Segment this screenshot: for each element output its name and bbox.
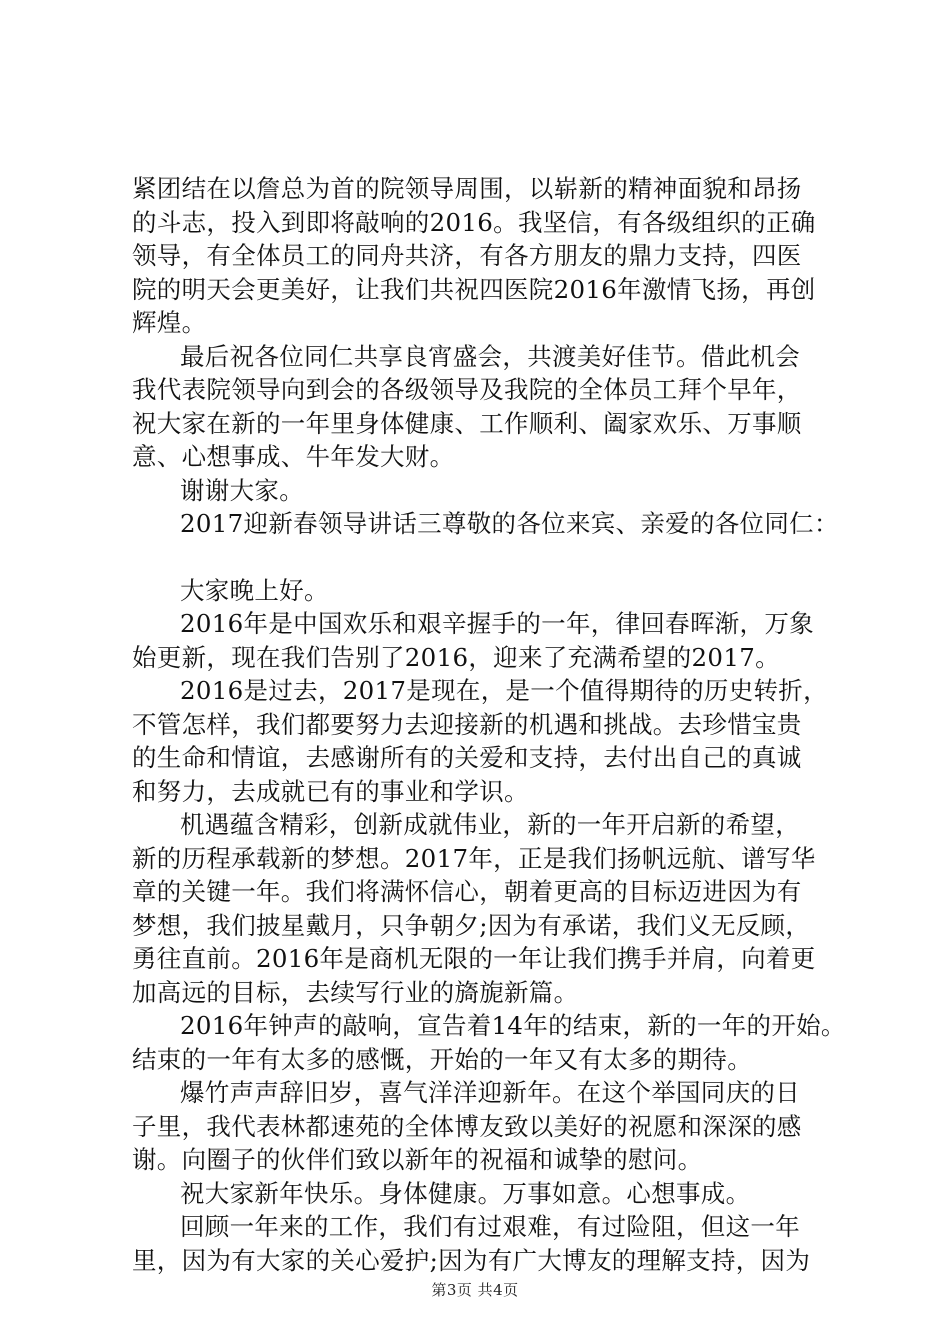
text-line: 机遇蕴含精彩，创新成就伟业，新的一年开启新的希望，	[180, 810, 800, 839]
text-line: 紧团结在以詹总为首的院领导周围，以崭新的精神面貌和昂扬	[132, 174, 802, 203]
text-line: 里，因为有大家的关心爱护;因为有广大博友的理解支持，因为	[132, 1245, 811, 1275]
text-line: 不管怎样，我们都要努力去迎接新的机遇和挑战。去珍惜宝贵	[132, 709, 802, 739]
text-line: 回顾一年来的工作，我们有过艰难，有过险阻，但这一年	[180, 1212, 800, 1241]
text-line: 子里，我代表林都速苑的全体博友致以美好的祝愿和深深的感	[132, 1111, 802, 1141]
text-line: 章的关键一年。我们将满怀信心，朝着更高的目标迈进因为有	[132, 877, 802, 906]
text-line: 大家晚上好。	[180, 575, 329, 605]
text-line: 我代表院领导向到会的各级领导及我院的全体员工拜个早年，	[132, 375, 802, 404]
document-body	[132, 172, 844, 1277]
text-line: 谢。向圈子的伙伴们致以新年的祝福和诚挚的慰问。	[132, 1145, 703, 1174]
text-line: 始更新，现在我们告别了2016，迎来了充满希望的2017。	[132, 642, 780, 672]
text-line: 祝大家在新的一年里身体健康、工作顺利、阖家欢乐、万事顺	[132, 408, 802, 438]
text-line: 新的历程承载新的梦想。2017年，正是我们扬帆远航、谱写华	[132, 843, 816, 873]
text-line: 和努力，去成就已有的事业和学识。	[132, 776, 529, 806]
text-line: 2016年是中国欢乐和艰辛握手的一年，律回春晖渐，万象	[180, 609, 814, 638]
text-line: 2017迎新春领导讲话三尊敬的各位来宾、亲爱的各位同仁：	[180, 509, 839, 538]
text-line: 院的明天会更美好，让我们共祝四医院2016年激情飞扬，再创	[132, 274, 816, 304]
text-line: 结束的一年有太多的感慨，开始的一年又有太多的期待。	[132, 1044, 752, 1074]
text-line: 加高远的目标，去续写行业的旖旎新篇。	[132, 977, 579, 1007]
text-line: 祝大家新年快乐。身体健康。万事如意。心想事成。	[180, 1178, 751, 1208]
page-footer: 第3页 共4页	[431, 1281, 519, 1299]
text-line: 2016是过去，2017是现在，是一个值得期待的历史转折，	[180, 676, 828, 705]
text-line: 梦想，我们披星戴月，只争朝夕;因为有承诺，我们义无反顾，	[132, 910, 811, 940]
text-line: 的生命和情谊，去感谢所有的关爱和支持，去付出自己的真诚	[132, 743, 802, 772]
text-line: 勇往直前。2016年是商机无限的一年让我们携手并肩，向着更	[132, 944, 816, 973]
text-line: 爆竹声声辞旧岁，喜气洋洋迎新年。在这个举国同庆的日	[180, 1078, 800, 1107]
paragraph-gap	[132, 541, 844, 574]
text-line: 最后祝各位同仁共享良宵盛会，共渡美好佳节。借此机会	[180, 341, 800, 371]
text-line: 的斗志，投入到即将敲响的2016。我坚信，有各级组织的正确	[132, 207, 816, 237]
text-line: 谢谢大家。	[180, 475, 304, 505]
text-line: 领导，有全体员工的同舟共济，有各方朋友的鼎力支持，四医	[132, 241, 802, 270]
text-line: 辉煌。	[132, 308, 207, 337]
text-line: 意、心想事成、牛年发大财。	[132, 442, 455, 471]
text-line: 2016年钟声的敲响，宣告着14年的结束，新的一年的开始。	[180, 1011, 846, 1040]
